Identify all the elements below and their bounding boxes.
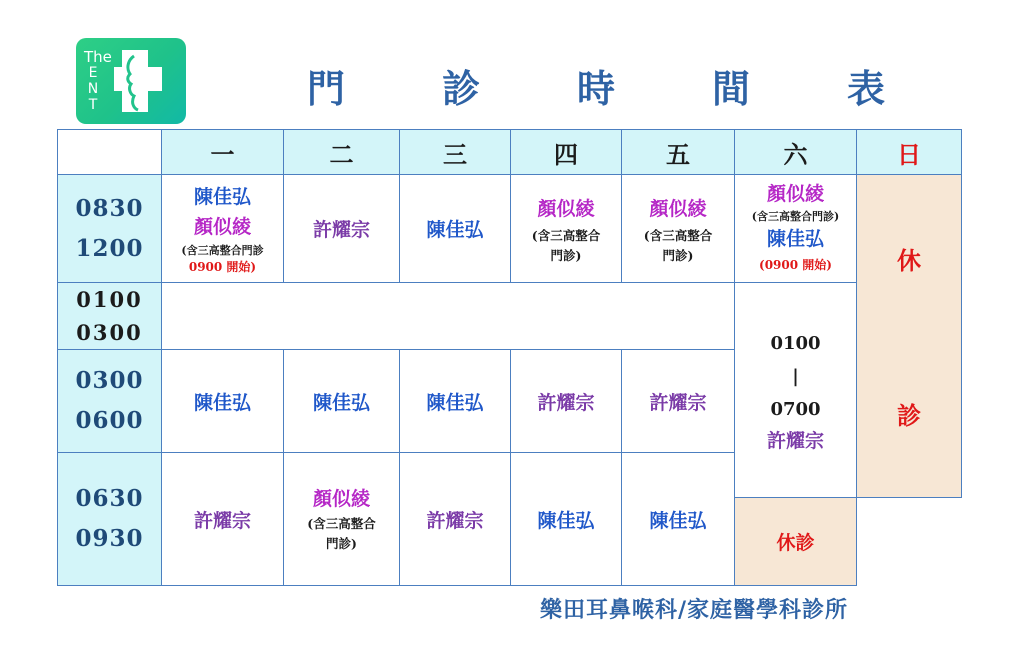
cell-wed-evening: 許耀宗 (400, 453, 511, 586)
clinic-note: (含三高整合門診 (181, 243, 264, 257)
logo-text-ent: ENT (85, 65, 101, 113)
clinic-logo (76, 38, 186, 124)
doctor-name: 許耀宗 (766, 430, 824, 452)
cell-wed-afternoon: 陳佳弘 (400, 350, 511, 453)
day-header-wed: 三 (400, 130, 511, 175)
title-char: 時 (576, 66, 615, 111)
cell-fri-morning (622, 175, 735, 283)
title-char: 門 (306, 66, 345, 111)
corner-cell (58, 130, 162, 175)
day-header-fri: 五 (622, 130, 735, 175)
cell-fri-evening: 陳佳弘 (622, 453, 735, 586)
clinic-note: (含三高整合 (643, 227, 713, 243)
schedule-table (57, 129, 962, 586)
doctor-name: 陳佳弘 (766, 228, 824, 250)
start-time-note: (0900 開始) (759, 258, 832, 272)
day-header-thu: 四 (511, 130, 622, 175)
cell-thu-afternoon: 許耀宗 (511, 350, 622, 453)
cell-tue-morning: 許耀宗 (284, 175, 400, 283)
day-header-tue: 二 (284, 130, 400, 175)
time-slot-afternoon: 0300 0600 (58, 350, 162, 453)
cell-sat-night: 0100 | 0700 許耀宗 (735, 283, 857, 498)
cell-mon-morning (162, 175, 284, 283)
doctor-name: 陳佳弘 (193, 185, 251, 208)
cell-wed-morning: 陳佳弘 (400, 175, 511, 283)
cell-fri-afternoon: 許耀宗 (622, 350, 735, 453)
clinic-note: (含三高整合 (531, 227, 601, 243)
logo-text-the: The (84, 48, 112, 66)
doctor-name: 顏似綾 (193, 215, 251, 238)
clinic-name-footer: 樂田耳鼻喉科/家庭醫學科診所 (540, 597, 849, 623)
title-char: 間 (711, 66, 750, 111)
cell-sat-evening-closed: 休診 (735, 498, 857, 586)
doctor-name: 顏似綾 (649, 197, 707, 220)
doctor-name: 顏似綾 (312, 488, 370, 510)
clinic-note: 門診) (550, 247, 582, 263)
cell-tue-afternoon: 陳佳弘 (284, 350, 400, 453)
time-slot-morning: 0830 1200 (58, 175, 162, 283)
cell-weekday-early-empty (162, 283, 735, 350)
start-time-note: 0900 開始) (188, 259, 257, 274)
doctor-name: 顏似綾 (766, 183, 824, 205)
clinic-note: (含三高整合 (307, 516, 376, 531)
title-char: 診 (441, 66, 480, 111)
time-slot-early: 0100 0300 (58, 283, 162, 350)
cell-mon-afternoon: 陳佳弘 (162, 350, 284, 453)
time-slot-evening: 0630 0930 (58, 453, 162, 586)
clinic-note: (含三高整合門診) (751, 210, 840, 223)
title-char: 表 (846, 66, 885, 111)
cell-mon-evening: 許耀宗 (162, 453, 284, 586)
doctor-name: 顏似綾 (537, 197, 595, 220)
page-title (296, 58, 896, 111)
day-header-sat: 六 (735, 130, 857, 175)
cell-sat-morning (735, 175, 857, 283)
day-header-sun: 日 (857, 130, 962, 175)
cell-thu-evening: 陳佳弘 (511, 453, 622, 586)
cell-tue-evening (284, 453, 400, 586)
clinic-note: 門診) (326, 536, 357, 551)
day-header-mon: 一 (162, 130, 284, 175)
cell-sun-closed: 休 診 (857, 175, 962, 498)
clinic-note: 門診) (662, 247, 694, 263)
cell-thu-morning (511, 175, 622, 283)
